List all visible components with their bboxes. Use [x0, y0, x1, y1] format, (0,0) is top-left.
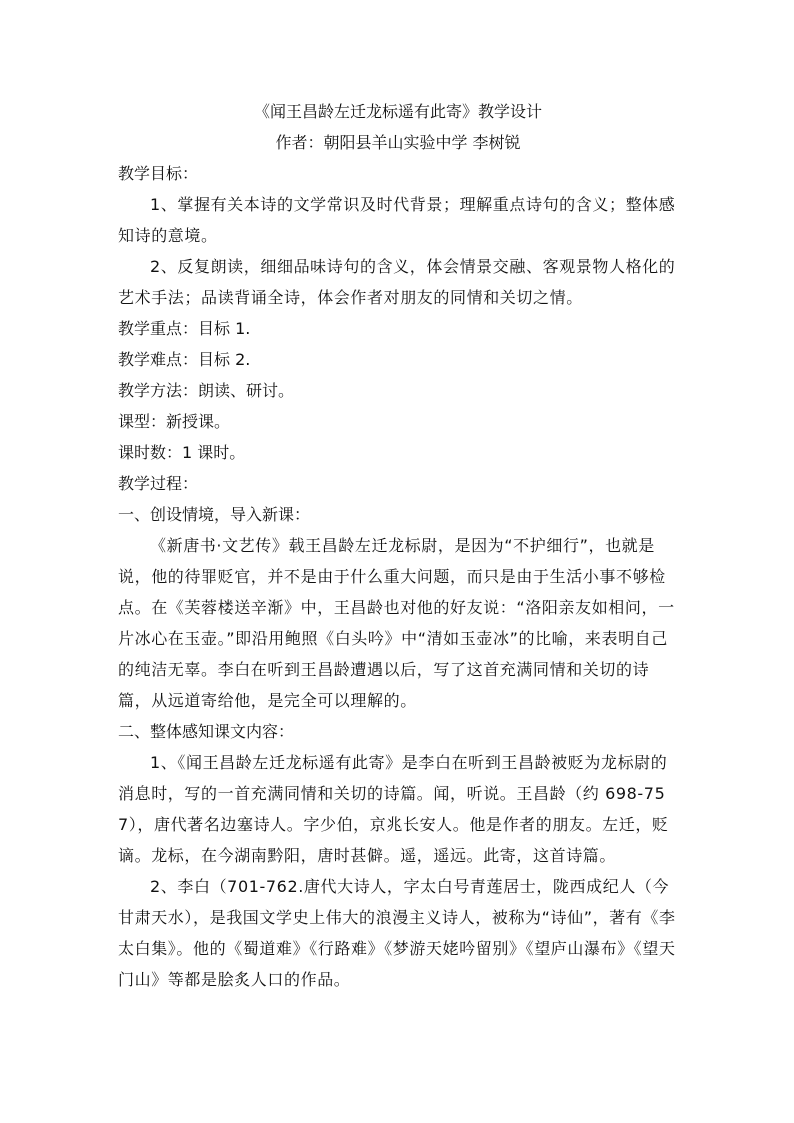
difficult-point-line: 教学难点：目标 2. — [118, 350, 251, 369]
document-body — [118, 96, 678, 995]
method-line: 教学方法：朗读、研讨。 — [118, 381, 295, 400]
goal-1-paragraph: 1、掌握有关本诗的文学常识及时代背景；理解重点诗句的含义；整体感知诗的意境。 — [118, 195, 676, 245]
section-1-paragraph: 《新唐书·文艺传》载王昌龄左迁龙标尉，是因为“不护细行”，也就是说，他的待罪贬官，并不是由于什么重大问题，而只是由于生活小事不够检点。在《芙蓉楼送辛渐》中，王昌龄也对他的好友说：“洛阳亲友如相问，一片冰心在玉壶。”即沿用鲍照《白头吟》中“清如玉壶冰”的比喻，来表明自己的纯洁无辜。李白在听到王昌龄遭遇以后，写了这首充满同情和关切的诗篇，从远道寄给他，是完全可以理解的。 — [118, 536, 675, 710]
lesson-type-line: 课型：新授课。 — [118, 412, 231, 431]
goals-heading: 教学目标： — [118, 164, 199, 183]
section-2-heading: 二、整体感知课文内容： — [118, 722, 295, 741]
goal-2-paragraph: 2、反复朗读，细细品味诗句的含义，体会情景交融、客观景物人格化的艺术手法；品读背诵全诗，体会作者对朋友的同情和关切之情。 — [118, 257, 676, 307]
section-1-heading: 一、创设情境，导入新课： — [118, 505, 311, 524]
section-2-paragraph-1: 1、《闻王昌龄左迁龙标遥有此寄》是李白在听到王昌龄被贬为龙标尉的消息时，写的一首充满同情和关切的诗篇。闻，听说。王昌龄（约 698-757），唐代著名边塞诗人。字少伯，京兆长安人。他是作者的朋友。左迁，贬谪。龙标，在今湖南黔阳，唐时甚僻。遥，遥远。此寄，这首诗篇。 — [118, 753, 669, 865]
section-2-paragraph-2: 2、李白（701-762.唐代大诗人，字太白号青莲居士，陇西成纪人（今甘肃天水），是我国文学史上伟大的浪漫主义诗人，被称为“诗仙”，著有《李太白集》。他的《蜀道难》《行路难》《梦游天姥吟留别》《望庐山瀑布》《望天门山》等都是脍炙人口的作品。 — [118, 877, 676, 989]
document-title: 《闻王昌龄左迁龙标遥有此寄》教学设计 — [253, 102, 542, 121]
process-heading: 教学过程： — [118, 474, 199, 493]
key-point-line: 教学重点：目标 1. — [118, 319, 251, 338]
document-author: 作者：朝阳县羊山实验中学 李树锐 — [275, 133, 521, 152]
hours-line: 课时数：1 课时。 — [118, 443, 246, 462]
